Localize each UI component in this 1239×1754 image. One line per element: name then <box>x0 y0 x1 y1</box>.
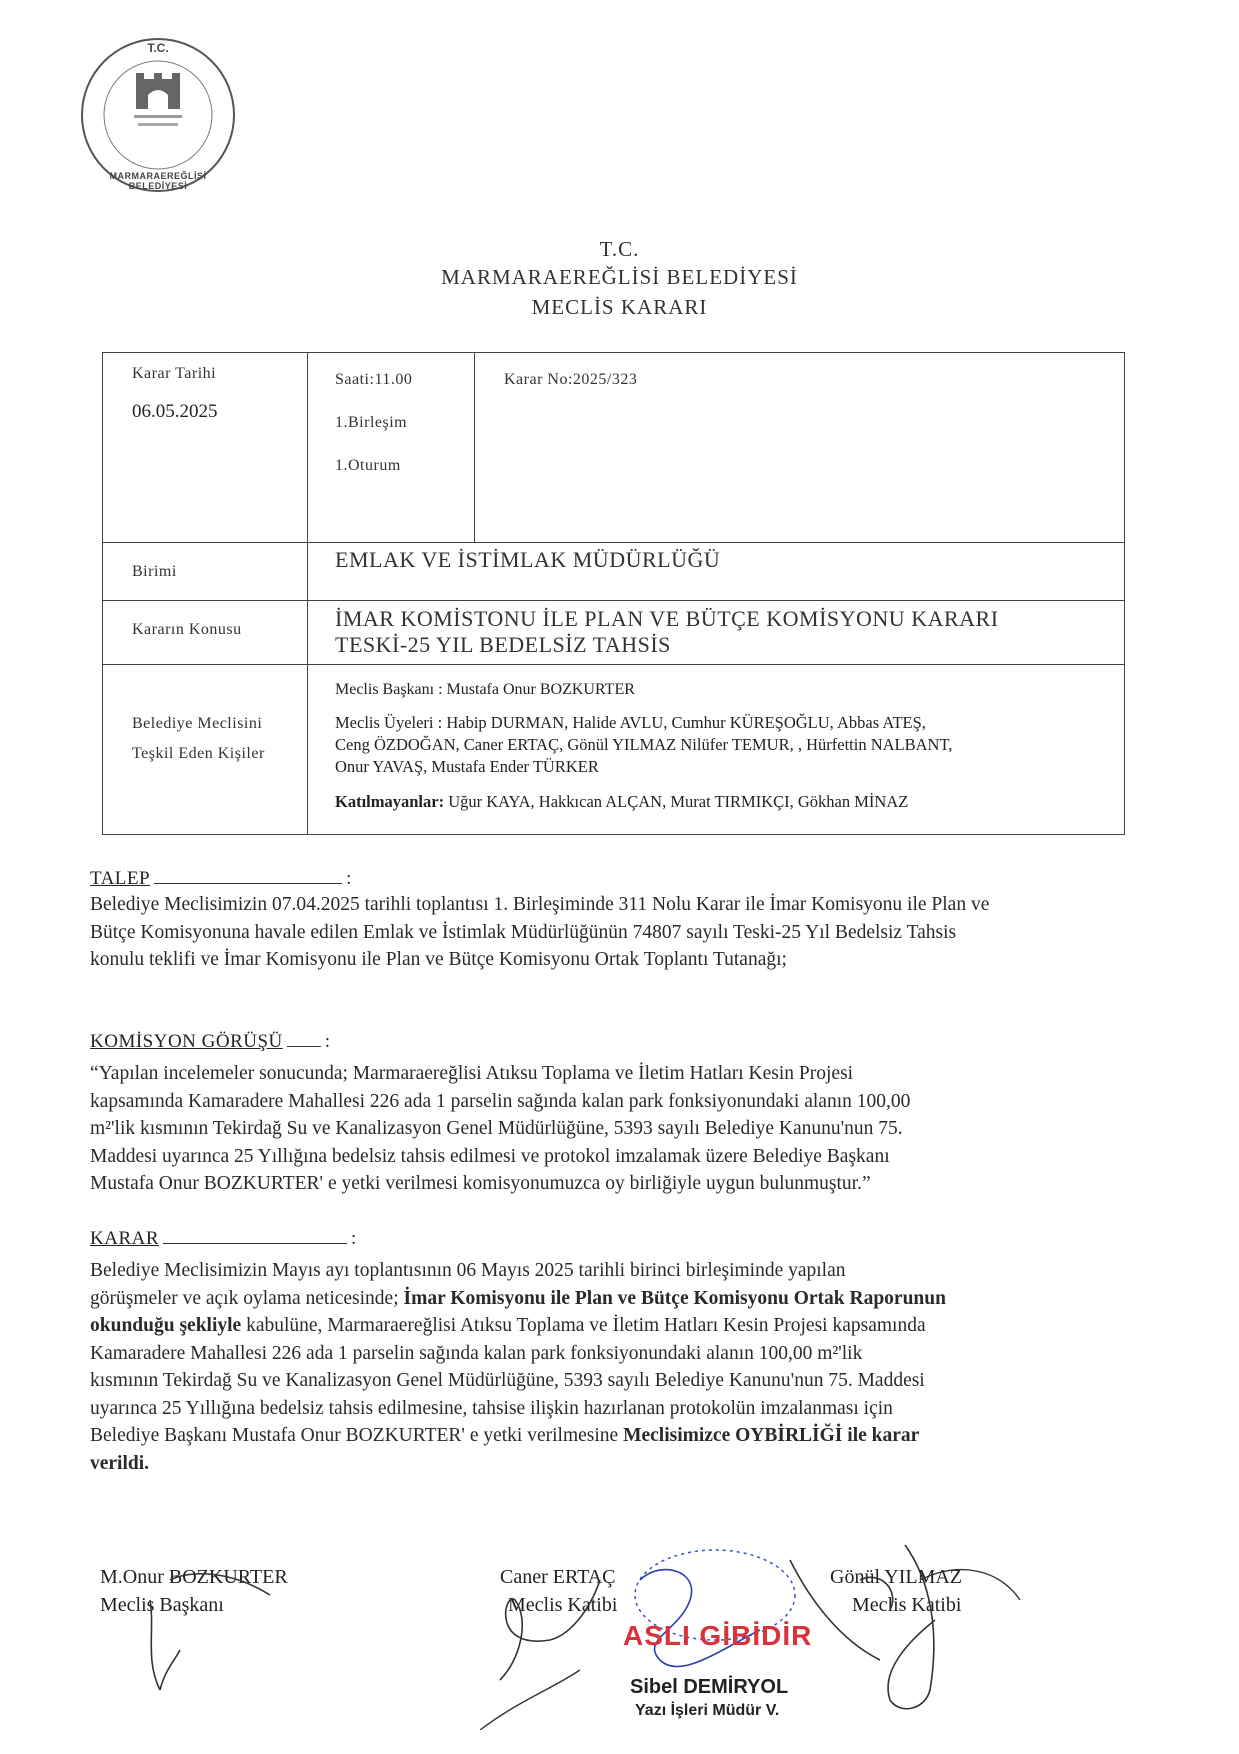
decision-body <box>90 1257 1158 1477</box>
request-section <box>90 868 351 890</box>
absent-label: Katılmayanlar: <box>335 792 445 811</box>
stamp-officer-name: Sibel DEMİRYOL <box>630 1676 789 1698</box>
certified-copy-stamp: ASLI GİBİDİR <box>623 1620 813 1651</box>
chair-signature-title: Meclis Başkanı <box>100 1594 224 1616</box>
commission-line: “Yapılan incelemeler sonucunda; Marmaraereğlisi Atıksu Toplama ve İletim Hatları Kesin Projesi <box>90 1063 854 1084</box>
members-label-1: Belediye Meclisini <box>132 715 263 732</box>
subject-line-2: TESKİ-25 YIL BEDELSİZ TAHSİS <box>335 632 671 657</box>
members-line-3: Onur YAVAŞ, Mustafa Ender TÜRKER <box>335 757 599 776</box>
date-cell <box>103 353 308 543</box>
header-municipality: MARMARAEREĞLİSİ BELEDİYESİ <box>441 265 798 289</box>
decision-line: Kamaradere Mahallesi 226 ada 1 parselin sağında kalan park fonksiyonundaki alanın 100,00 m²'lik <box>90 1342 863 1364</box>
header-tc: T.C. <box>599 237 640 261</box>
commission-colon: : <box>324 1031 331 1052</box>
municipality-seal <box>78 35 238 195</box>
stamp-officer-title: Yazı İşleri Müdür V. <box>635 1702 780 1719</box>
decision-line <box>90 1422 1158 1450</box>
commission-title: KOMİSYON GÖRÜŞÜ <box>90 1031 283 1052</box>
clerk-2-signature-name: Gönül YILMAZ <box>830 1566 963 1588</box>
subject-label-cell <box>103 601 308 665</box>
decision-line: Belediye Meclisimizin Mayıs ayı toplantısının 06 Mayıs 2025 tarihli birinci birleşiminde yapılan <box>90 1260 846 1281</box>
decision-number: Karar No:2025/323 <box>504 371 638 388</box>
clerk-1-signature-title: Meclis Katibi <box>508 1594 618 1616</box>
decision-line: kısmının Tekirdağ Su ve Kanalizasyon Genel Müdürlüğüne, 5393 sayılı Belediye Kanunu'nun 75. Maddesi <box>90 1370 925 1391</box>
members-value-cell <box>308 665 1125 835</box>
commission-line: kapsamında Kamaradere Mahallesi 226 ada 1 parselin sağında kalan park fonksiyonundaki alanın 100,00 <box>90 1090 911 1112</box>
header-title: MECLİS KARARI <box>531 295 708 319</box>
decision-text: Belediye Başkanı Mustafa Onur BOZKURTER' e yetki verilmesine <box>90 1425 619 1446</box>
decision-line <box>90 1285 1158 1313</box>
absent-list: Uğur KAYA, Hakkıcan ALÇAN, Murat TIRMIKÇI, Gökhan MİNAZ <box>448 792 909 811</box>
request-colon: : <box>346 868 352 889</box>
members-line-1: Habip DURMAN, Halide AVLU, Cumhur KÜREŞOĞLU, Abbas ATEŞ, <box>446 713 926 732</box>
session-cell <box>308 353 475 543</box>
decision-text: kabulüne, Marmaraereğlisi Atıksu Toplama ve İletim Hatları Kesin Projesi kapsamında <box>246 1315 926 1336</box>
request-title: TALEP <box>90 868 151 889</box>
session-sitting: 1.Oturum <box>335 457 401 474</box>
commission-section <box>90 1031 330 1053</box>
request-body <box>90 891 1158 974</box>
request-line: konulu teklifi ve İmar Komisyonu ile Plan ve Bütçe Komisyonu Ortak Toplantı Tutanağı; <box>90 949 787 970</box>
decision-bold-text: okunduğu şekliyle <box>90 1315 242 1336</box>
decision-title: KARAR <box>90 1228 160 1249</box>
decision-line: verildi. <box>90 1452 150 1474</box>
decision-date-label: Karar Tarihi <box>132 365 217 382</box>
unit-label: Birimi <box>132 563 177 580</box>
seal-top-text: T.C. <box>147 41 169 55</box>
clerk-1-signature-name: Caner ERTAÇ <box>500 1566 616 1588</box>
decision-bold-text: Meclisimizce OYBİRLİĞİ ile karar <box>623 1425 920 1446</box>
decision-bold-text: İmar Komisyonu ile Plan ve Bütçe Komisyonu Ortak Raporunun <box>403 1287 946 1309</box>
members-list-label: Meclis Üyeleri : <box>335 713 443 732</box>
decision-line: uyarınca 25 Yıllığına bedelsiz tahsis edilmesine, tahsise ilişkin hazırlanan protokolün imzalanması için <box>90 1397 893 1419</box>
decision-date: 06.05.2025 <box>132 401 218 422</box>
chair-handwritten-signature <box>110 1540 310 1700</box>
commission-line: Mustafa Onur BOZKURTER' e yetki verilmesi komisyonumuzca oy birliğiyle uygun bulunmuştur.” <box>90 1173 871 1194</box>
request-line: Bütçe Komisyonuna havale edilen Emlak ve İstimlak Müdürlüğünün 74807 sayılı Teski-25 Yıl Bedelsiz Tahsis <box>90 921 957 943</box>
members-label-2: Teşkil Eden Kişiler <box>132 745 265 762</box>
commission-line: m²'lik kısmının Tekirdağ Su ve Kanalizasyon Genel Müdürlüğüne, 5393 sayılı Belediye Kanunu'nun 75. <box>90 1118 903 1139</box>
unit-value-cell <box>308 543 1125 601</box>
decision-section <box>90 1228 356 1250</box>
members-line-2: Ceng ÖZDOĞAN, Caner ERTAÇ, Gönül YILMAZ Nilüfer TEMUR, , Hürfettin NALBANT, <box>335 735 953 754</box>
members-label-cell <box>103 665 308 835</box>
decision-info-table <box>102 352 1125 835</box>
decision-line <box>90 1312 1158 1340</box>
chair-signature-name: M.Onur BOZKURTER <box>100 1566 288 1588</box>
seal-ring-text: MARMARAEREĞLİSİ BELEDİYESİ <box>109 171 207 191</box>
decision-number-cell <box>475 353 1125 543</box>
commission-body <box>90 1060 1158 1198</box>
request-line: Belediye Meclisimizin 07.04.2025 tarihli toplantısı 1. Birleşiminde 311 Nolu Karar ile İmar Komisyonu ile Plan ve <box>90 894 990 915</box>
decision-colon: : <box>351 1228 357 1249</box>
session-join: 1.Birleşim <box>335 414 408 431</box>
unit-value: EMLAK VE İSTİMLAK MÜDÜRLÜĞÜ <box>335 547 721 572</box>
subject-line-1: İMAR KOMİSTONU İLE PLAN VE BÜTÇE KOMİSYONU KARARI <box>335 606 999 631</box>
subject-label: Kararın Konusu <box>132 621 242 638</box>
commission-line: Maddesi uyarınca 25 Yıllığına bedelsiz tahsis edilmesi ve protokol imzalamak üzere Belediye Başkanı <box>90 1145 890 1167</box>
chair-name: Mustafa Onur BOZKURTER <box>446 681 635 698</box>
session-time: Saati:11.00 <box>335 371 413 388</box>
chair-label: Meclis Başkanı : <box>335 681 443 698</box>
unit-label-cell <box>103 543 308 601</box>
decision-text: görüşmeler ve açık oylama neticesinde; <box>90 1287 399 1309</box>
subject-value-cell <box>308 601 1125 665</box>
clerk-2-signature-title: Meclis Katibi <box>852 1594 962 1616</box>
